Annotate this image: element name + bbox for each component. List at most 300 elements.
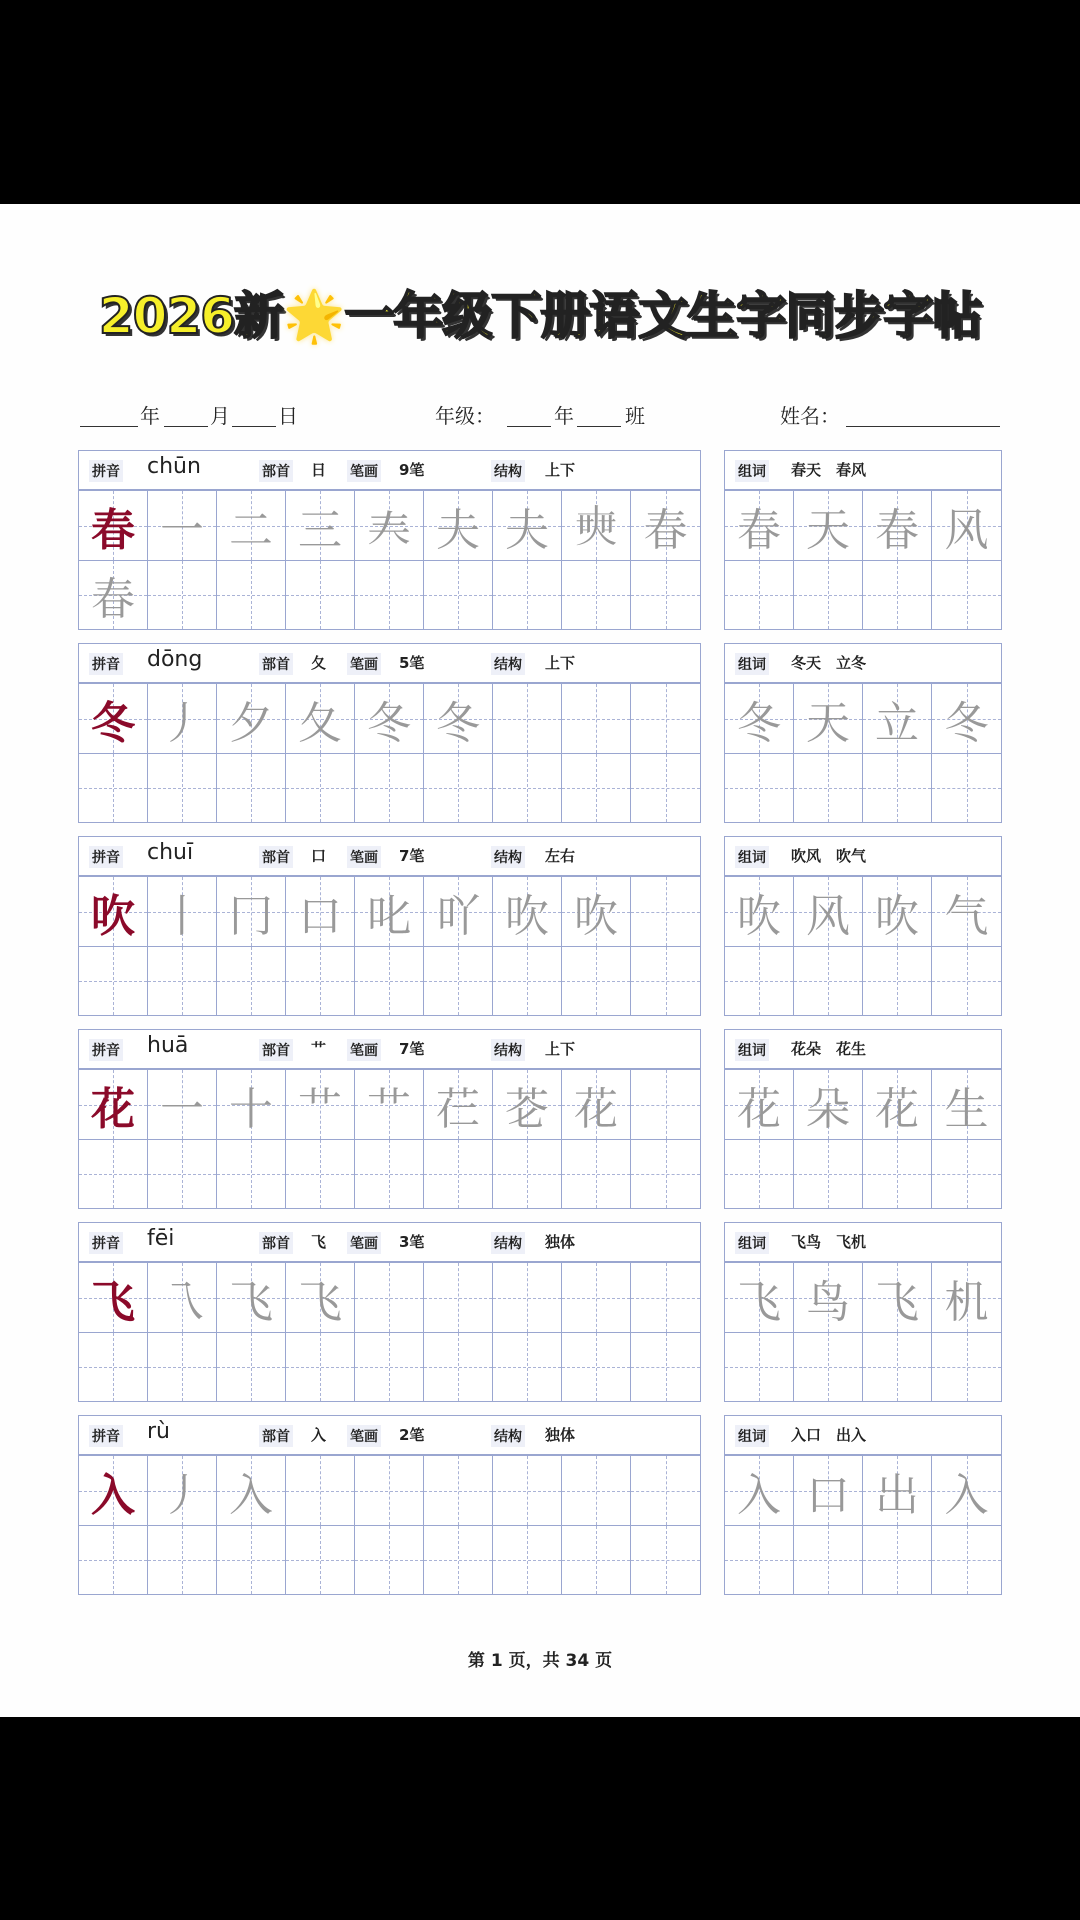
writing-cell[interactable] xyxy=(355,1070,424,1139)
info-header xyxy=(79,1223,700,1263)
worksheet-page xyxy=(0,204,1080,1717)
writing-cell[interactable] xyxy=(562,1263,631,1332)
writing-cell[interactable] xyxy=(424,877,493,946)
info-header xyxy=(79,451,700,491)
stroke-trace: 十 xyxy=(229,1083,273,1135)
stroke-trace: 丨 xyxy=(160,890,204,942)
word-cell[interactable] xyxy=(932,877,1001,946)
writing-cell[interactable] xyxy=(79,947,148,1015)
radical-value: 飞 xyxy=(311,1233,327,1251)
practice-row xyxy=(79,753,700,822)
writing-cell[interactable] xyxy=(355,1526,424,1594)
writing-cell[interactable] xyxy=(79,561,148,629)
words-value: 花朵 花生 xyxy=(791,1040,867,1058)
word-cell[interactable] xyxy=(794,1070,863,1139)
writing-cell[interactable] xyxy=(355,754,424,822)
words-label: 组词 xyxy=(735,846,769,868)
word-cell[interactable] xyxy=(794,491,863,560)
word-character: 天 xyxy=(806,697,850,749)
writing-cell[interactable] xyxy=(148,947,217,1015)
writing-cell[interactable] xyxy=(562,1070,631,1139)
pinyin-value: chūn xyxy=(147,454,201,479)
writing-cell[interactable] xyxy=(493,1456,562,1525)
word-practice-row xyxy=(725,1139,1001,1208)
writing-cell[interactable] xyxy=(286,1140,355,1208)
writing-cell[interactable] xyxy=(148,754,217,822)
word-character: 天 xyxy=(806,504,850,556)
model-character[interactable] xyxy=(79,1263,148,1332)
word-cell[interactable] xyxy=(932,1140,1001,1208)
word-character: 出 xyxy=(875,1469,919,1521)
writing-cell[interactable] xyxy=(631,1140,700,1208)
word-cell[interactable] xyxy=(863,1140,932,1208)
model-char-text: 入 xyxy=(91,1469,135,1521)
writing-cell[interactable] xyxy=(355,1263,424,1332)
model-character[interactable] xyxy=(79,491,148,560)
word-practice-box xyxy=(724,1029,1002,1209)
word-practice-box xyxy=(724,836,1002,1016)
day-blank[interactable] xyxy=(232,426,276,427)
writing-cell[interactable] xyxy=(217,1140,286,1208)
structure-label: 结构 xyxy=(491,1039,525,1061)
writing-cell[interactable] xyxy=(79,1333,148,1401)
stroke-trace: 艹 xyxy=(298,1083,342,1135)
words-value: 飞鸟 飞机 xyxy=(791,1233,867,1251)
word-cell[interactable] xyxy=(725,754,794,822)
structure-value: 上下 xyxy=(545,654,576,672)
writing-cell[interactable] xyxy=(493,877,562,946)
word-practice-row xyxy=(725,560,1001,629)
model-character[interactable] xyxy=(79,1070,148,1139)
word-cell[interactable] xyxy=(932,561,1001,629)
strokes-value: 5笔 xyxy=(399,654,425,672)
stroke-order-row xyxy=(79,1263,700,1332)
word-cell[interactable] xyxy=(794,947,863,1015)
stroke-order-row xyxy=(79,491,700,560)
word-cell[interactable] xyxy=(794,877,863,946)
year-label: 年 xyxy=(140,404,160,428)
model-char-text: 春 xyxy=(91,504,135,556)
word-character: 冬 xyxy=(944,697,989,749)
word-cell[interactable] xyxy=(863,1526,932,1594)
writing-cell[interactable] xyxy=(424,1140,493,1208)
structure-value: 上下 xyxy=(545,461,576,479)
pinyin-value: dōng xyxy=(147,647,203,672)
word-cell[interactable] xyxy=(725,1526,794,1594)
writing-cell[interactable] xyxy=(493,1333,562,1401)
stroke-trace: 二 xyxy=(229,504,273,556)
writing-cell[interactable] xyxy=(355,1333,424,1401)
writing-cell[interactable] xyxy=(355,1140,424,1208)
writing-cell[interactable] xyxy=(493,947,562,1015)
practice-row xyxy=(79,1525,700,1594)
model-character[interactable] xyxy=(79,684,148,753)
word-cell[interactable] xyxy=(932,1263,1001,1332)
writing-cell[interactable] xyxy=(148,491,217,560)
class-blank[interactable] xyxy=(577,426,621,427)
stroke-trace: 冂 xyxy=(229,890,273,942)
writing-cell[interactable] xyxy=(148,561,217,629)
writing-cell[interactable] xyxy=(424,561,493,629)
model-char-text: 花 xyxy=(91,1083,135,1135)
structure-value: 上下 xyxy=(545,1040,576,1058)
writing-cell[interactable] xyxy=(631,684,700,753)
title-main: 一年级下册语文生字同步字帖 xyxy=(344,287,982,345)
strokes-label: 笔画 xyxy=(347,1232,381,1254)
words-header xyxy=(725,451,1001,491)
writing-cell[interactable] xyxy=(217,877,286,946)
stroke-trace: 叱 xyxy=(367,890,411,942)
writing-cell[interactable] xyxy=(493,754,562,822)
writing-cell[interactable] xyxy=(631,1333,700,1401)
word-practice-row xyxy=(725,946,1001,1015)
writing-cell[interactable] xyxy=(217,1456,286,1525)
word-cell[interactable] xyxy=(794,754,863,822)
writing-cell[interactable] xyxy=(631,1456,700,1525)
character-practice-box xyxy=(78,1415,701,1595)
word-cell[interactable] xyxy=(863,754,932,822)
practice-row xyxy=(79,946,700,1015)
word-cell[interactable] xyxy=(725,491,794,560)
writing-cell[interactable] xyxy=(562,1456,631,1525)
stroke-trace: 吹 xyxy=(505,890,549,942)
structure-label: 结构 xyxy=(491,653,525,675)
writing-cell[interactable] xyxy=(148,684,217,753)
name-blank[interactable] xyxy=(846,426,1000,427)
writing-cell[interactable] xyxy=(631,561,700,629)
words-label: 组词 xyxy=(735,653,769,675)
info-header xyxy=(79,837,700,877)
writing-cell[interactable] xyxy=(424,491,493,560)
word-cell[interactable] xyxy=(932,684,1001,753)
stroke-order-row xyxy=(79,1456,700,1525)
writing-cell[interactable] xyxy=(562,684,631,753)
word-practice-box xyxy=(724,1222,1002,1402)
word-character: 气 xyxy=(944,890,989,942)
info-header xyxy=(79,1416,700,1456)
writing-cell[interactable] xyxy=(424,1333,493,1401)
writing-cell[interactable] xyxy=(562,1140,631,1208)
strokes-value: 3笔 xyxy=(399,1233,425,1251)
pinyin-value: fēi xyxy=(147,1226,175,1251)
model-char-text: 吹 xyxy=(91,890,135,942)
writing-cell[interactable] xyxy=(217,754,286,822)
word-character: 入 xyxy=(944,1469,989,1521)
structure-label: 结构 xyxy=(491,1232,525,1254)
writing-cell[interactable] xyxy=(631,491,700,560)
writing-cell[interactable] xyxy=(217,1070,286,1139)
word-trace-row xyxy=(725,491,1001,560)
word-cell[interactable] xyxy=(932,1526,1001,1594)
writing-cell[interactable] xyxy=(562,1526,631,1594)
word-cell[interactable] xyxy=(794,1263,863,1332)
stroke-trace: 夫 xyxy=(505,504,549,556)
writing-cell[interactable] xyxy=(217,1333,286,1401)
strokes-label: 笔画 xyxy=(347,846,381,868)
word-practice-row xyxy=(725,1332,1001,1401)
writing-cell[interactable] xyxy=(424,1070,493,1139)
radical-value: 入 xyxy=(311,1426,327,1444)
words-header xyxy=(725,1416,1001,1456)
strokes-value: 7笔 xyxy=(399,1040,425,1058)
word-character: 机 xyxy=(944,1276,989,1328)
word-practice-row xyxy=(725,1525,1001,1594)
word-cell[interactable] xyxy=(863,1456,932,1525)
character-practice-box xyxy=(78,1029,701,1209)
word-cell[interactable] xyxy=(932,491,1001,560)
stroke-trace: 夕 xyxy=(229,697,273,749)
writing-cell[interactable] xyxy=(355,877,424,946)
writing-cell[interactable] xyxy=(562,491,631,560)
words-label: 组词 xyxy=(735,1039,769,1061)
word-character: 冬 xyxy=(737,697,781,749)
writing-cell[interactable] xyxy=(286,1070,355,1139)
writing-cell[interactable] xyxy=(562,877,631,946)
radical-value: 艹 xyxy=(311,1040,327,1058)
word-cell[interactable] xyxy=(725,877,794,946)
grade-blank[interactable] xyxy=(507,426,551,427)
stroke-trace: 艹 xyxy=(367,1083,411,1135)
words-header xyxy=(725,644,1001,684)
writing-cell[interactable] xyxy=(148,1070,217,1139)
name-label: 姓名： xyxy=(780,404,840,428)
word-cell[interactable] xyxy=(863,947,932,1015)
title-prefix: 2026新 xyxy=(98,287,283,345)
structure-value: 左右 xyxy=(545,847,576,865)
writing-cell[interactable] xyxy=(493,684,562,753)
stroke-trace: 丿 xyxy=(160,1469,204,1521)
writing-cell[interactable] xyxy=(148,1526,217,1594)
month-blank[interactable] xyxy=(164,426,208,427)
writing-cell[interactable] xyxy=(424,754,493,822)
practice-row xyxy=(79,1139,700,1208)
writing-cell[interactable] xyxy=(493,1263,562,1332)
writing-cell[interactable] xyxy=(286,561,355,629)
word-cell[interactable] xyxy=(932,1456,1001,1525)
writing-cell[interactable] xyxy=(286,947,355,1015)
writing-cell[interactable] xyxy=(217,684,286,753)
writing-cell[interactable] xyxy=(148,877,217,946)
writing-cell[interactable] xyxy=(286,684,355,753)
word-cell[interactable] xyxy=(932,1333,1001,1401)
word-cell[interactable] xyxy=(794,561,863,629)
words-header xyxy=(725,1030,1001,1070)
writing-cell[interactable] xyxy=(355,491,424,560)
stroke-trace: 𡗗 xyxy=(367,504,411,556)
stroke-trace: 夂 xyxy=(298,697,342,749)
stroke-trace: 丿 xyxy=(160,697,204,749)
word-cell[interactable] xyxy=(725,1456,794,1525)
word-trace-row xyxy=(725,1456,1001,1525)
words-value: 入口 出入 xyxy=(791,1426,867,1444)
word-trace-row xyxy=(725,684,1001,753)
writing-cell[interactable] xyxy=(631,947,700,1015)
pinyin-label: 拼音 xyxy=(89,460,123,482)
writing-cell[interactable] xyxy=(562,754,631,822)
word-cell[interactable] xyxy=(863,1263,932,1332)
word-cell[interactable] xyxy=(932,1070,1001,1139)
structure-value: 独体 xyxy=(545,1426,576,1444)
writing-cell[interactable] xyxy=(631,1263,700,1332)
writing-cell[interactable] xyxy=(148,1140,217,1208)
word-cell[interactable] xyxy=(725,947,794,1015)
word-cell[interactable] xyxy=(794,1333,863,1401)
word-cell[interactable] xyxy=(863,491,932,560)
words-label: 组词 xyxy=(735,1425,769,1447)
info-header xyxy=(79,1030,700,1070)
words-value: 冬天 立冬 xyxy=(791,654,867,672)
word-cell[interactable] xyxy=(794,1456,863,1525)
word-trace-row xyxy=(725,1070,1001,1139)
writing-cell[interactable] xyxy=(631,1070,700,1139)
word-cell[interactable] xyxy=(932,947,1001,1015)
date-row xyxy=(80,399,1000,433)
writing-cell[interactable] xyxy=(286,754,355,822)
writing-cell[interactable] xyxy=(286,877,355,946)
practice-row xyxy=(79,560,700,629)
word-character: 花 xyxy=(737,1083,781,1135)
writing-cell[interactable] xyxy=(424,1263,493,1332)
page-footer: 第 1 页，共 34 页 xyxy=(467,1651,613,1671)
writing-cell[interactable] xyxy=(79,754,148,822)
writing-cell[interactable] xyxy=(217,491,286,560)
star-icon: 🌟 xyxy=(282,287,345,345)
writing-cell[interactable] xyxy=(79,1526,148,1594)
words-value: 吹风 吹气 xyxy=(791,847,867,865)
model-char-text: 飞 xyxy=(91,1276,135,1328)
word-cell[interactable] xyxy=(932,754,1001,822)
radical-label: 部首 xyxy=(259,1039,293,1061)
word-cell[interactable] xyxy=(725,1333,794,1401)
word-cell[interactable] xyxy=(794,1140,863,1208)
stroke-trace: 口 xyxy=(298,890,342,942)
writing-cell[interactable] xyxy=(355,1456,424,1525)
word-character: 春 xyxy=(737,504,781,556)
stroke-trace: 一 xyxy=(160,1083,204,1135)
stroke-order-row xyxy=(79,877,700,946)
word-character: 朵 xyxy=(806,1083,850,1135)
word-cell[interactable] xyxy=(725,1140,794,1208)
writing-cell[interactable] xyxy=(355,947,424,1015)
writing-cell[interactable] xyxy=(424,1456,493,1525)
writing-cell[interactable] xyxy=(217,947,286,1015)
writing-cell[interactable] xyxy=(217,561,286,629)
writing-cell[interactable] xyxy=(286,1526,355,1594)
word-practice-box xyxy=(724,450,1002,630)
writing-cell[interactable] xyxy=(148,1333,217,1401)
writing-cell[interactable] xyxy=(424,947,493,1015)
radical-label: 部首 xyxy=(259,653,293,675)
word-character: 入 xyxy=(737,1469,781,1521)
stroke-order-row xyxy=(79,684,700,753)
word-trace-row xyxy=(725,877,1001,946)
model-character[interactable] xyxy=(79,1456,148,1525)
word-cell[interactable] xyxy=(725,1263,794,1332)
writing-cell[interactable] xyxy=(562,947,631,1015)
word-character: 立 xyxy=(875,697,919,749)
page-title xyxy=(0,276,1080,348)
writing-cell[interactable] xyxy=(424,684,493,753)
word-cell[interactable] xyxy=(794,684,863,753)
pinyin-label: 拼音 xyxy=(89,1425,123,1447)
radical-label: 部首 xyxy=(259,846,293,868)
writing-cell[interactable] xyxy=(286,1456,355,1525)
year-blank[interactable] xyxy=(80,426,138,427)
word-character: 风 xyxy=(806,890,850,942)
stroke-trace: 飞 xyxy=(229,1276,273,1328)
writing-cell[interactable] xyxy=(148,1456,217,1525)
writing-cell[interactable] xyxy=(148,1263,217,1332)
radical-label: 部首 xyxy=(259,1232,293,1254)
writing-cell[interactable] xyxy=(286,491,355,560)
writing-cell[interactable] xyxy=(217,1526,286,1594)
word-cell[interactable] xyxy=(863,684,932,753)
stroke-trace: 夫 xyxy=(436,504,480,556)
radical-value: 夂 xyxy=(311,654,327,672)
writing-cell[interactable] xyxy=(493,1526,562,1594)
writing-cell[interactable] xyxy=(493,1070,562,1139)
word-cell[interactable] xyxy=(794,1526,863,1594)
day-label: 日 xyxy=(278,404,298,428)
writing-cell[interactable] xyxy=(355,684,424,753)
writing-cell[interactable] xyxy=(217,1263,286,1332)
stroke-trace: 吹 xyxy=(574,890,618,942)
word-cell[interactable] xyxy=(863,1070,932,1139)
word-practice-row xyxy=(725,753,1001,822)
writing-cell[interactable] xyxy=(355,561,424,629)
stroke-trace: 冬 xyxy=(436,697,480,749)
structure-label: 结构 xyxy=(491,846,525,868)
word-cell[interactable] xyxy=(863,561,932,629)
word-character: 春 xyxy=(875,504,919,556)
writing-cell[interactable] xyxy=(79,1140,148,1208)
word-cell[interactable] xyxy=(725,561,794,629)
model-char-text: 冬 xyxy=(91,697,135,749)
word-cell[interactable] xyxy=(725,684,794,753)
writing-cell[interactable] xyxy=(424,1526,493,1594)
writing-cell[interactable] xyxy=(562,561,631,629)
pinyin-value: rù xyxy=(147,1419,170,1444)
practice-row xyxy=(79,1332,700,1401)
writing-cell[interactable] xyxy=(493,491,562,560)
stroke-order-row xyxy=(79,1070,700,1139)
stroke-trace: 飞 xyxy=(298,1276,342,1328)
class-label: 班 xyxy=(625,404,645,428)
writing-cell[interactable] xyxy=(493,561,562,629)
word-character: 鸟 xyxy=(806,1276,850,1328)
strokes-label: 笔画 xyxy=(347,1039,381,1061)
word-cell[interactable] xyxy=(725,1070,794,1139)
writing-cell[interactable] xyxy=(631,877,700,946)
word-trace-row xyxy=(725,1263,1001,1332)
pinyin-label: 拼音 xyxy=(89,1039,123,1061)
model-character[interactable] xyxy=(79,877,148,946)
writing-cell[interactable] xyxy=(631,1526,700,1594)
stroke-trace: 冬 xyxy=(367,697,411,749)
word-character: 生 xyxy=(944,1083,989,1135)
writing-cell[interactable] xyxy=(286,1263,355,1332)
word-cell[interactable] xyxy=(863,1333,932,1401)
writing-cell[interactable] xyxy=(562,1333,631,1401)
word-character: 吹 xyxy=(875,890,919,942)
stroke-trace: 花 xyxy=(574,1083,618,1135)
grade-year-label: 年 xyxy=(554,404,574,428)
writing-cell[interactable] xyxy=(631,754,700,822)
word-cell[interactable] xyxy=(863,877,932,946)
writing-cell[interactable] xyxy=(286,1333,355,1401)
writing-cell[interactable] xyxy=(493,1140,562,1208)
stroke-trace: 吖 xyxy=(436,890,480,942)
